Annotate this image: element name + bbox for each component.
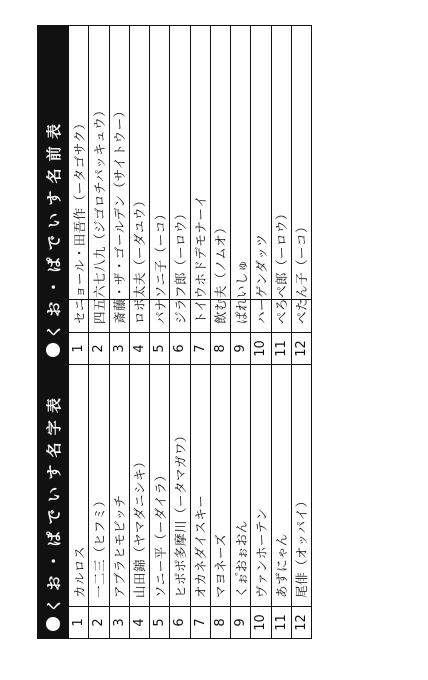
row-number: 11 (272, 332, 291, 364)
table-row (149, 26, 169, 364)
row-name: ぱれいしゅ (233, 258, 249, 324)
row-number: 9 (231, 606, 250, 638)
table-row (129, 26, 149, 364)
row-name: カルロス (71, 545, 87, 598)
row-number: 7 (191, 606, 210, 638)
given-name-table-rows (69, 25, 312, 365)
row-number: 2 (89, 606, 108, 638)
row-name: 一二三（ヒフミ） (91, 493, 107, 598)
row-name: 四五六七八九（ジゴロチパッキュウ） (91, 103, 107, 324)
row-name: ソニー平（ーダイラ） (152, 468, 168, 598)
row-number: 12 (292, 332, 311, 364)
surname-table-title: く お ・ ぱ で い す 名 字 表 (44, 396, 63, 613)
row-number: 10 (251, 606, 270, 638)
row-number: 3 (110, 606, 129, 638)
row-number: 4 (130, 606, 149, 638)
row-number: 3 (110, 332, 129, 364)
bullet-icon (46, 617, 60, 631)
row-name: 飲む夫（ノムオ） (213, 220, 229, 324)
row-number: 12 (292, 606, 311, 638)
row-number: 6 (170, 332, 189, 364)
row-name: 山田錦（ヤマダニシキ） (132, 454, 148, 598)
row-name: くぉ゚おぉおん (233, 520, 249, 598)
row-number: 1 (69, 332, 88, 364)
table-row (69, 26, 88, 364)
row-number: 6 (170, 606, 189, 638)
row-name: 斎藤・ザ・ゴールデン（サイトウー） (112, 104, 128, 324)
given-name-table-title: く お ・ ぱ で い す 名 前 表 (44, 122, 63, 339)
table-row (190, 26, 210, 364)
row-name: パナソニ子（ーコ） (152, 207, 168, 324)
row-name: ハーゲンダッツ (253, 233, 269, 324)
row-name: マヨネーズ (213, 533, 229, 598)
table-row (250, 26, 270, 364)
row-number: 10 (251, 332, 270, 364)
row-name: セニョール・田吾作（ータゴサク） (71, 116, 87, 324)
row-name: ぺろぺ郎（ーロウ） (274, 206, 290, 324)
row-name: ジラフ郎（ーロウ） (172, 206, 188, 324)
row-name: トイウホドデモナーイ (193, 194, 209, 324)
table-row (109, 26, 129, 364)
row-name: ヴァンホーテン (253, 507, 269, 598)
row-number: 5 (150, 332, 169, 364)
table-row (230, 26, 250, 364)
row-number: 8 (211, 332, 230, 364)
row-name: 尾俳（オッパイ） (294, 494, 310, 598)
table-row (210, 26, 230, 364)
given-name-table-header (37, 25, 69, 365)
table-row (271, 26, 291, 364)
row-name: ぺたん子（ーコ） (294, 219, 310, 324)
row-number: 4 (130, 332, 149, 364)
bullet-icon (46, 343, 60, 357)
row-name: ヒポポ多摩川（ータマガワ） (172, 428, 188, 598)
table-row (88, 26, 108, 364)
row-number: 5 (150, 606, 169, 638)
table-row (169, 26, 189, 364)
row-name: あずにゃん (274, 533, 290, 598)
table-row (291, 26, 311, 364)
row-number: 7 (191, 332, 210, 364)
row-number: 1 (69, 606, 88, 638)
row-name: ロボ太夫（ーダユウ） (132, 193, 148, 324)
row-number: 9 (231, 332, 250, 364)
row-number: 2 (89, 332, 108, 364)
given-name-table (37, 25, 312, 365)
row-name: オカネダイスキー (193, 494, 209, 598)
row-number: 11 (272, 606, 291, 638)
row-name: アブラヒモビッチ (112, 494, 128, 598)
row-number: 8 (211, 606, 230, 638)
